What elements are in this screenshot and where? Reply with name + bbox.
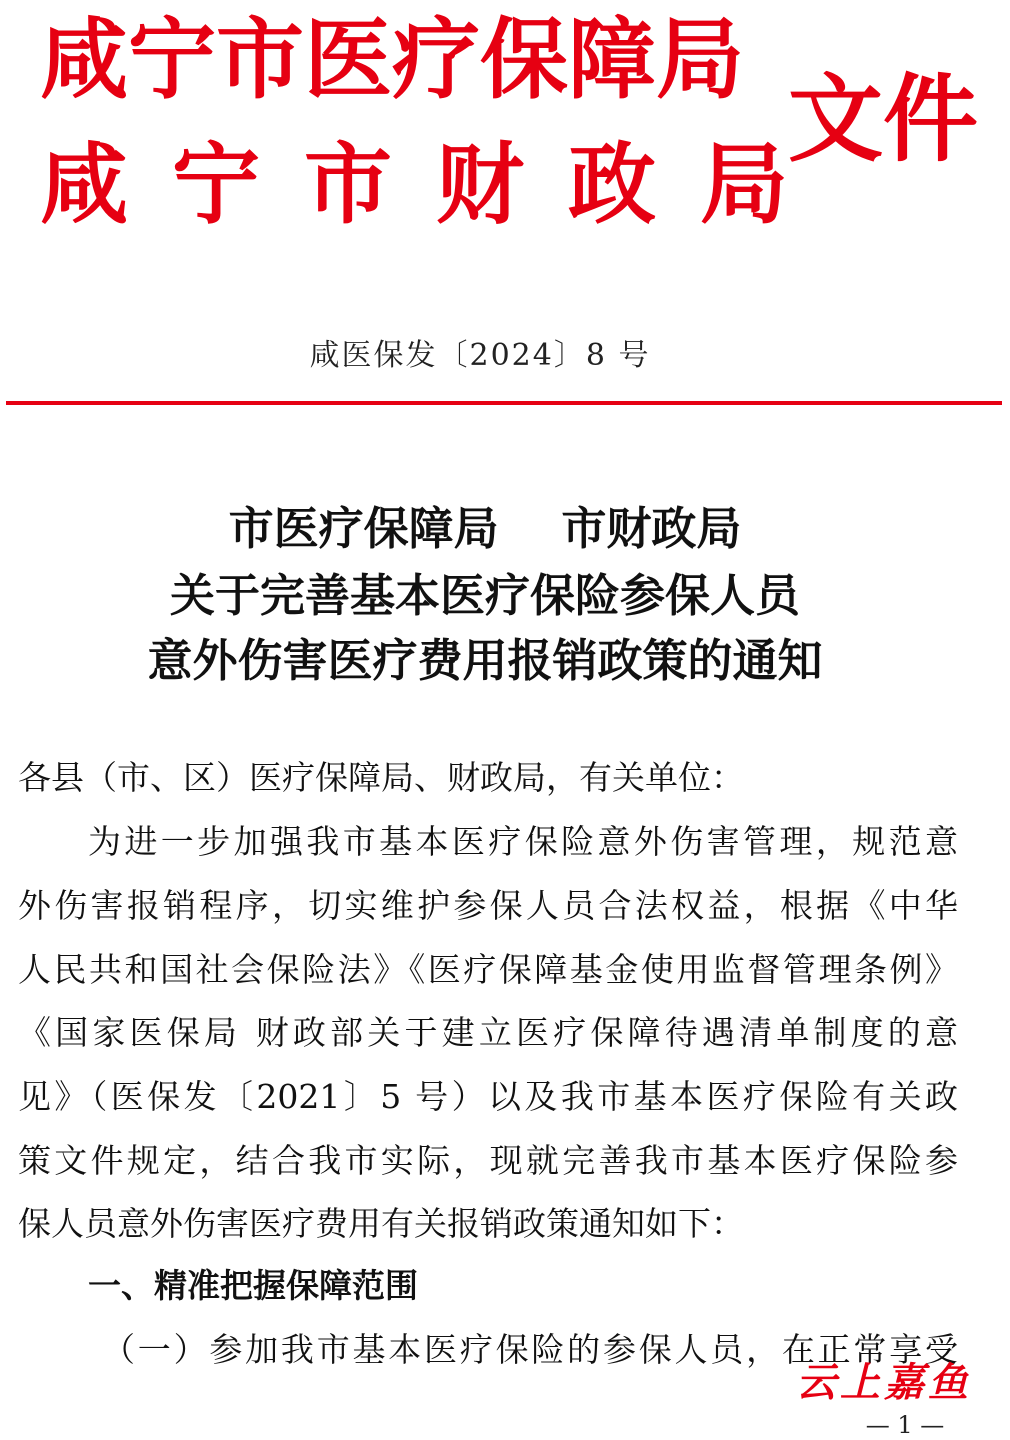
section-heading: 一、精准把握保障范围 [88, 1266, 418, 1305]
document-suffix: 文件 [788, 65, 979, 175]
watermark-logo: 云上嘉鱼 [796, 1360, 972, 1406]
title-line-2: 关于完善基本医疗保险参保人员 [169, 569, 800, 622]
title-line-1: 市医疗保障局 市财政局 [228, 502, 742, 555]
document-number: 咸医保发〔2024〕8 号 [309, 338, 651, 373]
paragraph-line: 见》（医保发〔2021〕5 号）以及我市基本医疗保险有关政 [18, 1077, 958, 1116]
paragraph-line: 人民共和国社会保险法》《医疗保障基金使用监督管理条例》 [18, 950, 958, 989]
paragraph-line: 策文件规定，结合我市实际，现就完善我市基本医疗保险参 [18, 1141, 958, 1180]
issuer-line-1: 咸宁市医疗保障局 [40, 8, 745, 111]
title-line-3: 意外伤害医疗费用报销政策的通知 [147, 634, 823, 687]
red-divider [6, 401, 1002, 405]
salutation: 各县（市、区）医疗保障局、财政局，有关单位： [18, 758, 744, 797]
issuer-line-2: 咸宁市财政局 [40, 133, 833, 236]
paragraph-line: 《国家医保局 财政部关于建立医疗保障待遇清单制度的意 [18, 1013, 958, 1052]
paragraph-line: 为进一步加强我市基本医疗保险意外伤害管理，规范意 [88, 822, 958, 861]
paragraph-line: 外伤害报销程序，切实维护参保人员合法权益，根据《中华 [18, 886, 958, 925]
paragraph-line: 保人员意外伤害医疗费用有关报销政策通知如下： [18, 1204, 744, 1243]
page-number: — 1 — [865, 1411, 945, 1439]
section-paragraph-line: （一）参加我市基本医疗保险的参保人员，在正常享受 [102, 1330, 958, 1369]
